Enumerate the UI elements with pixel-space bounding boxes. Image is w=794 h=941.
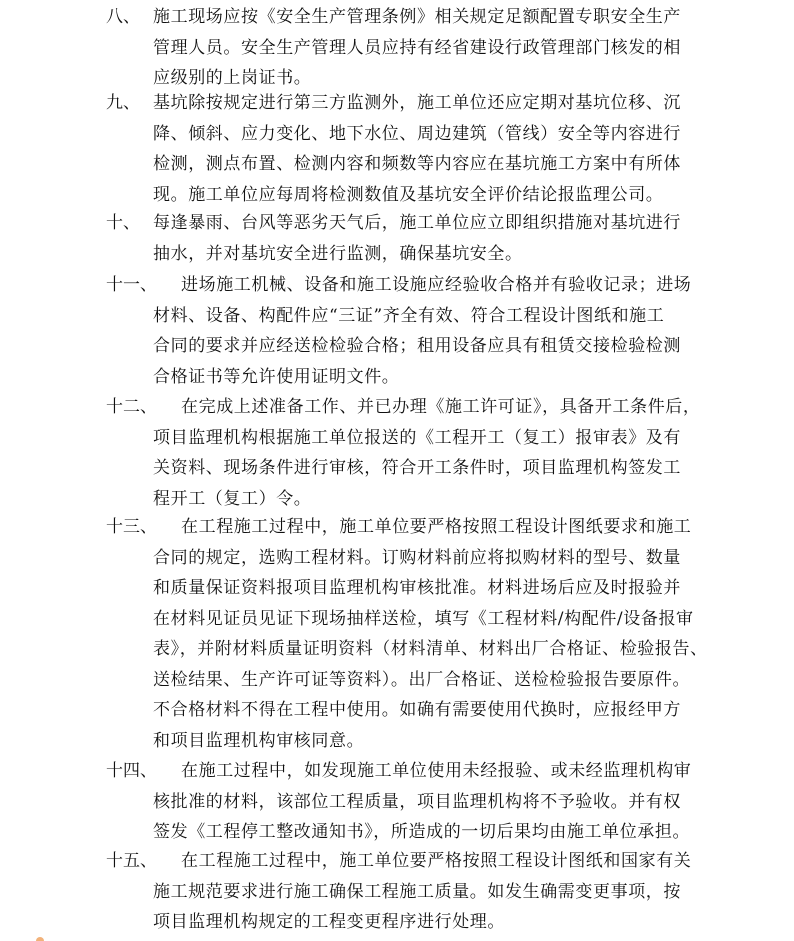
clause-number: 九、 [106,93,140,113]
text-line: 检测，测点布置、检测内容和频数等内容应在基坑施工方案中有所体 [153,154,681,174]
text-line: 现。施工单位应每周将检测数值及基坑安全评价结论报监理公司。 [153,184,664,205]
text-line: 关资料、现场条件进行审核，符合开工条件时，项目监理机构签发工 [153,458,681,478]
text-line: 项目监理机构根据施工单位报送的《工程开工（复工）报审表》及有 [153,427,681,448]
clause-text [153,270,725,392]
text-line: 在完成上述准备工作、并已办理《施工许可证》，具备开工条件后， [181,397,701,417]
text-line: 合同的要求并应经送检检验合格；租用设备应具有租赁交接检验检测 [153,336,681,356]
text-line: 程开工（复工）令。 [153,488,312,509]
text-line: 合格证书等允许使用证明文件。 [153,366,400,387]
text-line: 项目监理机构规定的工程变更程序进行处理。 [153,912,505,932]
text-line: 管理人员。安全生产管理人员应持有经省建设行政管理部门核发的相 [153,37,681,58]
text-line: 表》，并附材料质量证明资料（材料清单、材料出厂合格证、检验报告、 [153,639,708,659]
clause-text [153,512,725,756]
clause-text [153,756,725,848]
clause-text [153,208,725,269]
text-line: 合同的规定，选购工程材料。订购材料前应将拟购材料的型号、数量 [153,547,681,568]
text-line: 降、倾斜、应力变化、地下水位、周边建筑（管线）安全等内容进行 [153,123,681,144]
text-line: 应级别的上岗证书。 [153,68,312,88]
clause-text [153,88,725,210]
text-line: 每逢暴雨、台风等恶劣天气后，施工单位应立即组织措施对基坑进行 [153,213,681,233]
clause-number: 十三、 [106,517,157,537]
text-line: 进场施工机械、设备和施工设施应经验收合格并有验收记录；进场 [181,275,692,295]
text-line: 材料、设备、构配件应“三证”齐全有效、符合工程设计图纸和施工 [153,305,665,326]
clause-text [153,392,725,514]
text-line: 送检结果、生产许可证等资料）。出厂合格证、送检检验报告要原件。 [153,669,691,690]
text-line: 和质量保证资料报项目监理机构审核批准。材料进场后应及时报验并 [153,578,681,598]
clause-number: 十二、 [106,397,157,417]
text-line: 不合格材料不得在工程中使用。如确有需要使用代换时，应报经甲方 [153,700,681,720]
clause-number: 十四、 [106,761,157,781]
clause-number: 十、 [106,213,140,233]
text-line: 在工程施工过程中，施工单位要严格按照工程设计图纸和国家有关 [181,851,692,871]
clause-number: 八、 [106,7,140,27]
text-line: 施工规范要求进行施工确保工程施工质量。如发生确需变更事项，按 [153,881,681,902]
clause-text [153,2,725,94]
text-line: 签发《工程停工整改通知书》，所造成的一切后果均由施工单位承担。 [153,822,691,842]
text-line: 基坑除按规定进行第三方监测外，施工单位还应定期对基坑位移、沉 [153,93,681,113]
clause-text [153,846,725,938]
text-line: 在施工过程中，如发现施工单位使用未经报验、或未经监理机构审 [181,761,692,781]
text-line: 在材料见证员见证下现场抽样送检，填写《工程材料/构配件/设备报审 [153,608,694,629]
text-line: 施工现场应按《安全生产管理条例》相关规定足额配置专职安全生产 [153,7,681,27]
page-edge-mark [36,937,44,941]
text-line: 抽水，并对基坑安全进行监测，确保基坑安全。 [153,243,523,264]
text-line: 在工程施工过程中，施工单位要严格按照工程设计图纸要求和施工 [181,517,692,537]
clause-number: 十一、 [106,275,157,295]
text-line: 核批准的材料，该部位工程质量，项目监理机构将不予验收。并有权 [153,791,681,812]
text-line: 和项目监理机构审核同意。 [153,730,365,751]
clause-number: 十五、 [106,851,157,871]
